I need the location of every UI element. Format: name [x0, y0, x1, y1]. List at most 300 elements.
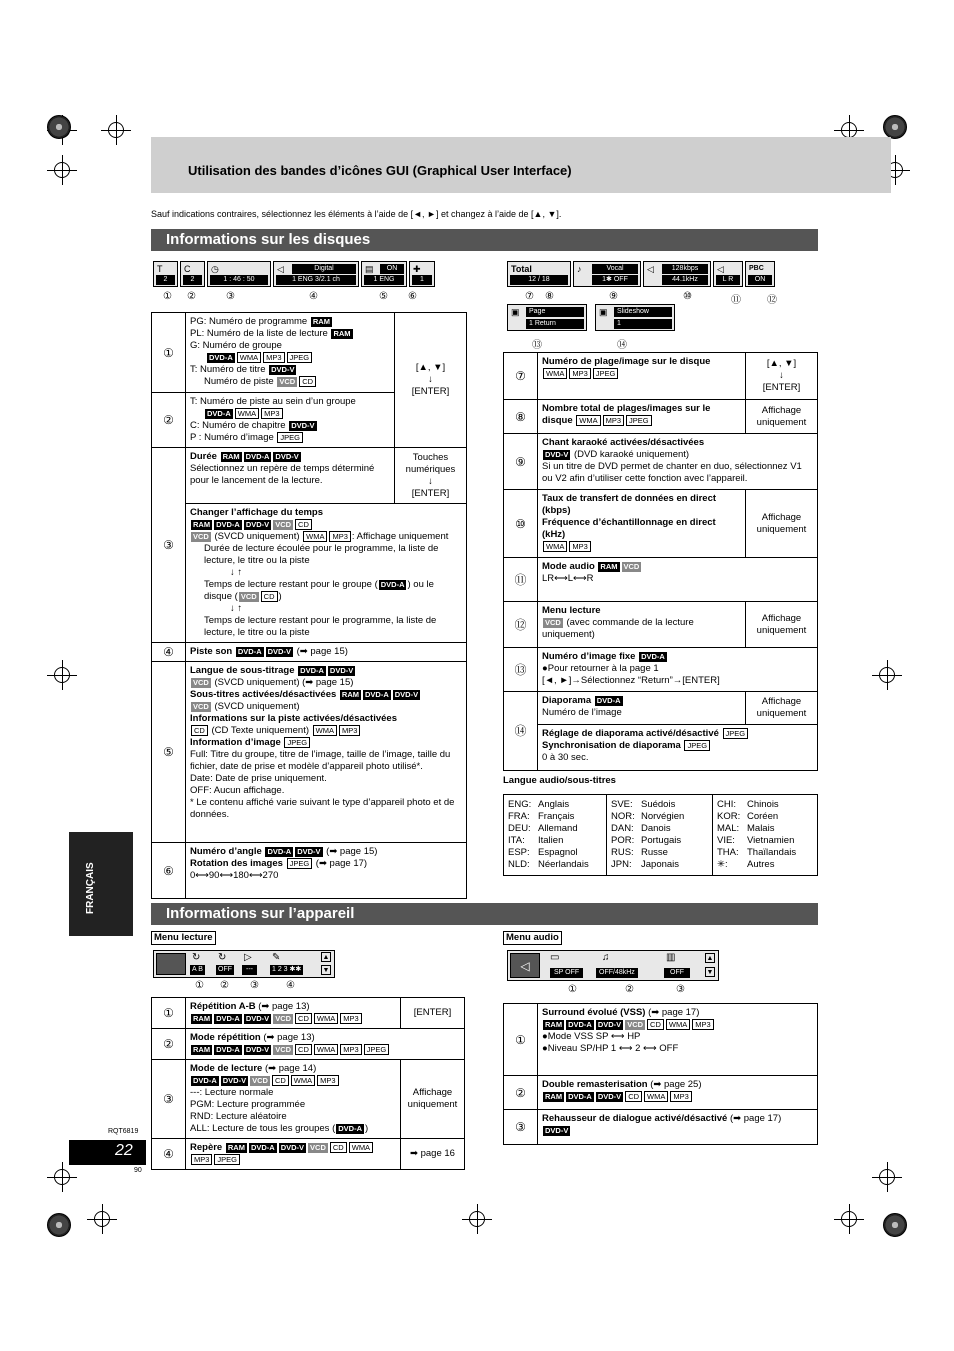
lang-code: FRA: [508, 811, 530, 822]
row-side: Affichage uniquement [746, 602, 818, 648]
tag-mp3: MP3 [263, 352, 284, 363]
tag-ram: RAM [545, 1092, 563, 1101]
row-title: Information d’image [190, 737, 281, 748]
lang-code: MAL: [717, 823, 740, 834]
lang-item [717, 811, 813, 823]
gui-box-page [507, 304, 587, 331]
text-line: [◄, ►]→Sélectionnez “Return”→[ENTER] [542, 675, 720, 686]
lang-item [611, 799, 708, 811]
text-line: Full: Titre du groupe, titre de l’image, taille de l’image, taille du fichier, date de prise et modèle d’appareil photo utilisé*. [190, 749, 451, 772]
page-ref: (➡ page 15) [296, 646, 348, 657]
tag-dvdv: DVD-V [297, 847, 321, 856]
text-line: OFF: Aucun affichage. [190, 785, 285, 796]
language-side-tab [69, 832, 133, 936]
text-line: Durée de lecture écoulée pour le programme, la liste de lecture, le titre ou la piste [204, 543, 439, 566]
table-row [152, 662, 467, 843]
callout-number: ⑪ [731, 295, 741, 306]
audio-menu-icon: ◁ [510, 953, 540, 978]
table-row [504, 1076, 818, 1110]
side-text: [▲, ▼] [766, 358, 797, 369]
tag-cd: CD [295, 1044, 312, 1055]
row-title: Nombre total de plages/images sur le disque [542, 403, 711, 426]
gui-box-value: 1 ENG [364, 275, 404, 285]
menu-audio-strip [507, 950, 719, 981]
menu-lecture-numbers [195, 980, 315, 994]
table-row [504, 490, 818, 558]
tag-dvda: DVD-A [216, 520, 240, 529]
row-content [538, 602, 746, 648]
tag-vcd: VCD [252, 1076, 268, 1085]
callout-number: ⑤ [379, 291, 388, 302]
row-title: Piste son [190, 646, 233, 657]
row-side: [ENTER] [401, 998, 465, 1029]
gui-box-value: ON [748, 275, 772, 285]
page-ref: (➡ page 25) [650, 1079, 702, 1090]
text-line: (avec commande de la lecture uniquement) [542, 617, 694, 640]
lang-code: JPN: [611, 859, 632, 870]
table-row [504, 1004, 818, 1076]
row-title: Double remasterisation [542, 1079, 648, 1090]
menu-audio-label: Menu audio [503, 931, 562, 945]
lang-item [717, 859, 813, 871]
gui-box-value: 1 Return [526, 319, 584, 329]
tag-cd: CD [625, 1091, 642, 1102]
marker-icon: ✎ [272, 952, 281, 963]
page-ref: (➡ page 13) [258, 1001, 310, 1012]
row-title: Mode répétition [190, 1032, 261, 1043]
row-title: Rehausseur de dialogue activé/désactivé [542, 1113, 728, 1124]
side-text: [▲, ▼] [415, 362, 446, 373]
tag-dvda: DVD-A [365, 690, 389, 699]
tag-vcd: VCD [545, 618, 561, 627]
tag-dvda: DVD-A [237, 647, 262, 656]
text-line: PGM: Lecture programmée [190, 1099, 306, 1110]
text-line: (CD Texte uniquement) [211, 725, 309, 736]
strip-right-numbers-2 [532, 336, 652, 350]
tag-cd: CD [295, 1013, 312, 1024]
callout-number: ③ [250, 980, 259, 991]
row-content: Changer l’affichage du temps RAM DVD-A DVD-V VCD CD VCD (SVCD uniquement) WMA MP3 : Affichage uniquement Durée de lecture écoulée pour le programme, la liste de lecture, le titre ou la piste ↓ ↑ Temps de lecture restant pour le groupe ( DVD-A ) ou le disque ( VCD CD ) ↓ ↑ Temps de lecture restant pour le programme, la liste de lecture, le titre ou la piste [186, 504, 467, 643]
dialogue-value: OFF [664, 968, 690, 978]
tag-jpeg: JPEG [287, 858, 313, 869]
callout-number: ③ [226, 291, 235, 302]
lang-name: Suédois [641, 799, 676, 810]
tag-mp3: MP3 [339, 725, 360, 736]
tag-dvda: DVD-A [245, 452, 270, 461]
lang-item [611, 835, 708, 847]
row-number: ⑬ [504, 648, 538, 692]
row-content [538, 1076, 818, 1110]
gui-strip-disc-left [153, 261, 435, 287]
lang-code: ESP: [508, 847, 530, 858]
row-content [538, 558, 818, 602]
text-line: Temps de lecture restant pour le programme, la liste de lecture, le titre ou la piste [204, 615, 437, 638]
tag-cd: CD [272, 1075, 289, 1086]
tag-mp3: MP3 [603, 415, 624, 426]
callout-number: ② [187, 291, 196, 302]
row-side [746, 353, 818, 400]
lang-name: Français [538, 811, 575, 822]
registration-mark [47, 1162, 77, 1192]
tag-wma: WMA [666, 1019, 690, 1030]
row-title: Surround évolué (VSS) [542, 1007, 646, 1018]
kbps-label: 128kbps [662, 264, 708, 274]
disc-info-table-right [503, 352, 818, 771]
row-number: ③ [152, 448, 186, 643]
table-row [152, 843, 467, 899]
registration-mark [872, 660, 902, 690]
disc-mark [883, 115, 907, 139]
repeat-ab-value: A B [192, 966, 203, 973]
strip-right-numbers [525, 291, 785, 305]
menu-lecture-strip [153, 950, 335, 978]
tag-vcd: VCD [623, 562, 640, 571]
tag-wma: WMA [576, 415, 600, 426]
callout-number: ⑧ [545, 291, 554, 302]
gui-box-total [507, 261, 571, 287]
tag-vcd: VCD [279, 377, 296, 386]
tag-mp3: MP3 [261, 408, 282, 419]
tag-jpeg: JPEG [723, 728, 749, 739]
header-band [151, 137, 891, 193]
row-title: Diaporama [542, 695, 592, 706]
gui-strip-disc-right [507, 261, 775, 287]
lang-code: RUS: [611, 847, 634, 858]
up-arrow-icon: ▲ [322, 954, 330, 961]
gui-box-value: 1 [614, 319, 672, 329]
gui-box-6 [409, 261, 435, 287]
tag-dvdv: DVD-V [245, 520, 270, 529]
doc-code: RQT6819 [108, 1128, 139, 1135]
gui-box-value: 12 / 18 [510, 275, 568, 285]
row-content [538, 692, 746, 725]
lang-name: Coréen [747, 811, 779, 822]
lang-code: NLD: [508, 859, 530, 870]
row-title: Réglage de diaporama activé/désactivé [542, 728, 719, 739]
lang-code: DAN: [611, 823, 634, 834]
table-row [152, 1029, 465, 1060]
row-content [186, 662, 467, 843]
lang-item [611, 823, 708, 835]
row-title: Repère [190, 1142, 223, 1153]
row-content [538, 434, 818, 490]
tag-wma: WMA [314, 1013, 338, 1024]
lang-code: THA: [717, 847, 739, 858]
row-number: ④ [152, 1139, 186, 1170]
table-row [152, 448, 467, 504]
lang-name: Allemand [538, 823, 578, 834]
tag-jpeg: JPEG [593, 368, 619, 379]
registration-mark [834, 1204, 864, 1234]
lang-name: Néerlandais [538, 859, 589, 870]
tag-vcd: VCD [193, 532, 209, 541]
text-line: RND: Lecture aléatoire [190, 1111, 287, 1122]
row-number: ⑨ [504, 434, 538, 490]
row-title: Rotation des images [190, 858, 283, 869]
lang-name: Autres [747, 859, 775, 870]
down-arrow-icon: ↓ [428, 374, 433, 385]
tag-dvdv: DVD-V [545, 450, 569, 459]
tag-mp3: MP3 [329, 531, 350, 542]
text-line: ALL: Lecture de tous les groupes ( [190, 1123, 336, 1134]
tag-cd: CD [295, 519, 312, 530]
callout-number: ⑩ [683, 291, 692, 302]
text-line: G: Numéro de groupe [190, 340, 282, 351]
registration-mark [101, 115, 131, 145]
doc-sub-number: 90 [134, 1167, 142, 1174]
row-content [186, 313, 395, 393]
tag-vcd: VCD [193, 678, 209, 687]
lang-item [508, 835, 602, 847]
table-row [504, 692, 818, 725]
digital-label: Digital [292, 264, 356, 274]
disc-info-table-left [151, 312, 467, 899]
row-number: ⑧ [504, 400, 538, 434]
lang-name: Thaïlandais [747, 847, 797, 858]
gui-box-1 [153, 261, 178, 287]
mic-icon: ♪ [577, 264, 582, 274]
text-line: T: Numéro de piste au sein d’un groupe [190, 396, 356, 407]
surround-icon: ▭ [550, 952, 560, 963]
tag-dvdv: DVD-V [394, 690, 419, 699]
menu-lecture-label: Menu lecture [151, 931, 216, 945]
gui-box-value: 2 [156, 275, 175, 285]
tag-wma: WMA [303, 531, 327, 542]
row-number: ① [152, 313, 186, 393]
page-title: Utilisation des bandes d’icônes GUI (Graphical User Interface) [188, 163, 572, 178]
row-title: Répétition A-B [190, 1001, 256, 1012]
tag-vcd: VCD [275, 520, 292, 529]
lang-name: Espagnol [538, 847, 578, 858]
row-side: Affichage uniquement [746, 400, 818, 434]
lang-code: DEU: [508, 823, 531, 834]
tag-mp3: MP3 [670, 1091, 691, 1102]
menu-audio-table [503, 1003, 818, 1145]
chapter-icon: C [184, 264, 191, 274]
tag-cd: CD [261, 591, 278, 602]
table-row [152, 998, 465, 1029]
table-row [152, 1060, 465, 1139]
row-content: Mode de lecture (➡ page 14) DVD-A DVD-V VCD CD WMA MP3 ---: Lecture normale PGM: Lecture programmée RND: Lecture aléatoire ALL: Lecture de tous les groupes ( DVD-A ) [186, 1060, 401, 1139]
text-line: Numéro de piste [204, 376, 274, 387]
lang-code: POR: [611, 835, 635, 846]
speaker-icon: ◁ [647, 264, 654, 274]
tag-ram: RAM [227, 1143, 245, 1152]
callout-number: ⑥ [408, 291, 417, 302]
lang-item [508, 799, 602, 811]
disc-mark [883, 1213, 907, 1237]
down-arrow-icon: ↓ [779, 370, 784, 381]
tag-ram: RAM [312, 317, 330, 326]
row-number: ⑥ [152, 843, 186, 899]
gui-box-lr [713, 261, 743, 287]
lang-item [508, 847, 602, 859]
play-mode-icon: ▷ [244, 952, 252, 963]
tag-dvda: DVD-A [207, 409, 231, 418]
tag-ram: RAM [222, 452, 240, 461]
row-title: Mode de lecture [190, 1063, 263, 1074]
page-label: Page [526, 307, 584, 317]
lang-col-3 [713, 795, 818, 876]
row-number: ⑤ [152, 662, 186, 843]
row-content [186, 448, 395, 504]
remaster-icon: ♫ [602, 952, 610, 963]
row-content [538, 490, 746, 558]
lang-col-1 [504, 795, 607, 876]
table-row [504, 558, 818, 602]
repeat-icon: ↻ [218, 952, 227, 963]
row-number: ② [152, 393, 186, 448]
row-title: Chant karaoké activées/désactivées [542, 437, 705, 448]
row-title: Taux de transfert de données en direct (kbps) [542, 493, 717, 516]
footnote: * Le contenu affiché varie suivant le type d’appareil photo et de données. [190, 797, 455, 820]
tag-ram: RAM [600, 562, 618, 571]
gui-box-value: 1 ENG 3/2.1 ch [276, 275, 356, 285]
tag-ram: RAM [341, 690, 360, 699]
lang-item [717, 835, 813, 847]
row-title: Numéro d’angle [190, 846, 262, 857]
row-side [395, 448, 467, 504]
tag-wma: WMA [235, 408, 259, 419]
tag-wma: WMA [237, 352, 261, 363]
tag-mp3: MP3 [191, 1154, 212, 1165]
gui-box-value: 44.1kHz [662, 275, 708, 285]
lang-name: Norvégien [641, 811, 685, 822]
gui-box-pbc [745, 261, 775, 287]
row-number: ④ [152, 643, 186, 662]
callout-number: ① [195, 980, 204, 991]
gui-box-5 [361, 261, 407, 287]
row-title: Informations sur la piste activées/désactivées [190, 713, 397, 724]
table-row [152, 313, 467, 393]
row-content [538, 725, 818, 771]
gui-box-value: 1 [412, 275, 432, 285]
cycle-arrow-icon: ↓ ↑ [230, 567, 243, 578]
text-line: ---: Lecture normale [190, 1087, 274, 1098]
row-number: ② [152, 1029, 186, 1060]
row-content [186, 643, 467, 662]
down-arrow-icon: ↓ [428, 475, 433, 487]
table-row [152, 1139, 465, 1170]
text-line: ●Mode VSS SP ⟷ HP [542, 1031, 641, 1042]
tag-dvdv: DVD-V [597, 1092, 622, 1101]
text-line: PG: Numéro de programme [190, 316, 308, 327]
text-line: : Affichage uniquement [351, 531, 449, 542]
lang-item [717, 823, 813, 835]
tag-vcd: VCD [275, 1045, 292, 1054]
subtitle-icon: ▤ [365, 264, 374, 274]
tag-dvdv: DVD-V [291, 421, 315, 430]
tag-cd: CD [299, 376, 316, 387]
tag-dvda: DVD-A [300, 666, 324, 675]
down-arrow-icon: ▼ [322, 967, 330, 974]
gui-box-vocal [573, 261, 641, 287]
row-number: ⑫ [504, 602, 538, 648]
title-icon: T [157, 264, 163, 274]
row-number: ⑭ [504, 692, 538, 771]
tag-mp3: MP3 [340, 1044, 361, 1055]
tag-wma: WMA [291, 1075, 315, 1086]
tag-cd: CD [191, 725, 208, 736]
table-row [504, 353, 818, 400]
gui-box-bitrate [643, 261, 711, 287]
tag-dvda: DVD-A [380, 580, 405, 589]
lang-code: CHI: [717, 799, 736, 810]
tag-dvda: DVD-A [216, 1045, 240, 1054]
lang-code: VIE: [717, 835, 735, 846]
row-content [538, 648, 818, 692]
tag-dvda: DVD-A [641, 652, 665, 661]
tag-ram: RAM [193, 1045, 211, 1054]
lang-name: Chinois [747, 799, 779, 810]
lang-code: SVE: [611, 799, 633, 810]
pbc-label: PBC [749, 265, 764, 272]
text-line: (SVCD uniquement) [214, 531, 300, 542]
row-title: Menu lecture [542, 605, 601, 616]
table-row [504, 725, 818, 771]
disc-mark [47, 115, 71, 139]
tag-jpeg: JPEG [214, 1154, 240, 1165]
text-line: ●Niveau SP/HP 1 ⟷ 2 ⟷ OFF [542, 1043, 679, 1054]
row-number: ⑦ [504, 353, 538, 400]
text-line: ●Pour retourner à la page 1 [542, 663, 659, 674]
image-icon: ▣ [511, 307, 520, 317]
page-ref: (➡ page 17) [729, 1113, 782, 1124]
registration-mark [462, 1204, 492, 1234]
speaker-icon: ◁ [717, 264, 724, 274]
lang-item [508, 859, 602, 871]
row-number: ③ [504, 1110, 538, 1145]
callout-number: ③ [676, 984, 685, 995]
row-side: Affichage uniquement [746, 692, 818, 725]
surround-value: SP OFF [550, 968, 583, 978]
table-row [504, 434, 818, 490]
row-title: Numéro d’image fixe [542, 651, 636, 662]
lang-name: Russe [641, 847, 668, 858]
table-row [152, 504, 467, 643]
row-number: ② [504, 1076, 538, 1110]
callout-number: ⑨ [609, 291, 618, 302]
page-ref: (➡ page 14) [264, 1063, 317, 1074]
tag-vcd: VCD [193, 702, 209, 711]
lang-item [717, 799, 813, 811]
gui-box-3 [207, 261, 271, 287]
page-ref: (➡ page 13) [263, 1032, 315, 1043]
row-side: Affichage uniquement [746, 490, 818, 558]
tag-jpeg: JPEG [277, 432, 303, 443]
table-row [152, 643, 467, 662]
tag-vcd: VCD [627, 1020, 644, 1029]
tag-dvdv: DVD-V [222, 1076, 247, 1085]
lang-name: Danois [641, 823, 671, 834]
text-line: PL: Numéro de la liste de lecture [190, 328, 328, 339]
table-row [504, 648, 818, 692]
menu-audio-numbers [568, 984, 688, 998]
table-row [504, 602, 818, 648]
tag-dvdv: DVD-V [275, 452, 299, 461]
tag-dvda: DVD-A [568, 1020, 592, 1029]
text-line: (SVCD uniquement) [214, 677, 300, 688]
text-line: ) ou le disque ( [204, 579, 434, 602]
tag-mp3: MP3 [569, 368, 590, 379]
lang-name: Japonais [641, 859, 680, 870]
registration-mark [87, 1204, 117, 1234]
tag-vcd: VCD [240, 592, 257, 601]
tag-dvdv: DVD-V [597, 1020, 622, 1029]
lang-name: Anglais [538, 799, 570, 810]
angle-icon: ✚ [413, 264, 421, 274]
tag-dvda: DVD-A [209, 353, 233, 362]
